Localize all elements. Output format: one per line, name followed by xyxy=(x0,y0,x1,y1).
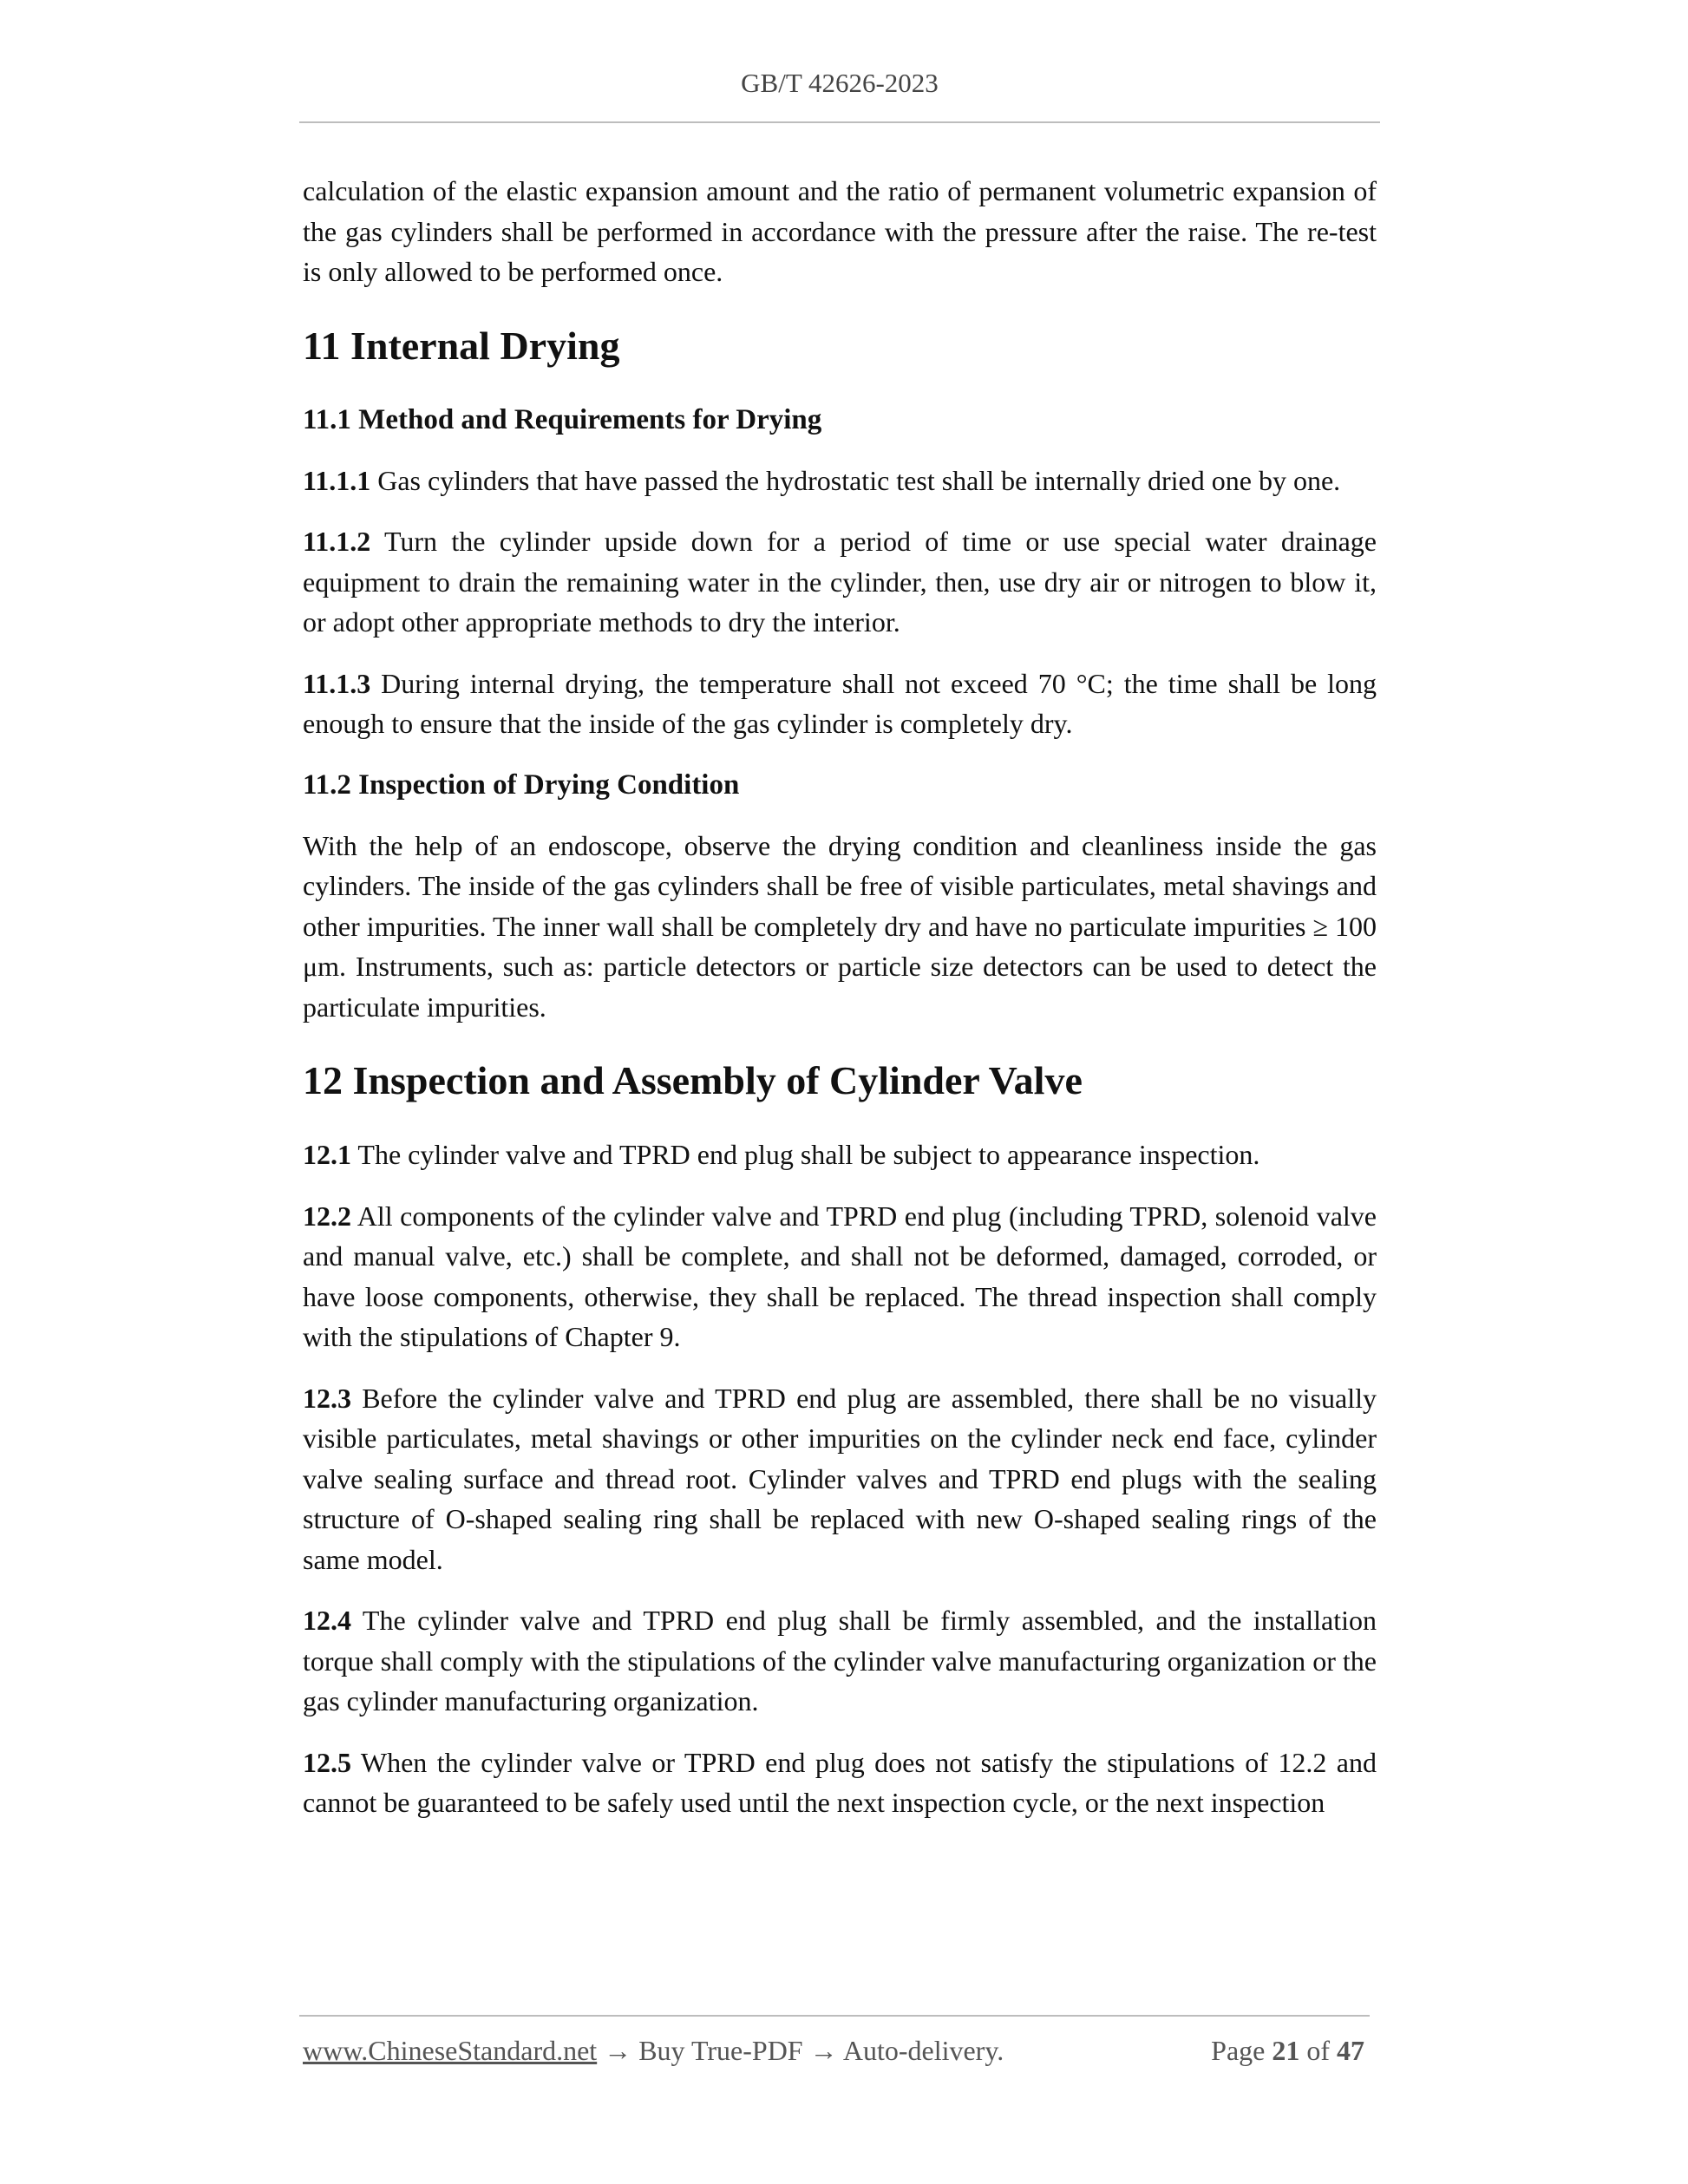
clause-text: When the cylinder valve or TPRD end plug does not satisfy the stipulations of 12.2 and cannot be guaranteed to be safely used until the next inspection cycle, or the next inspection xyxy=(303,1746,1377,1818)
clause-number: 11.1.2 xyxy=(303,526,371,557)
clause-number: 12.4 xyxy=(303,1605,351,1636)
footer-promo xyxy=(303,2033,1004,2068)
clause-12-3 xyxy=(303,1378,1377,1580)
clause-text: All components of the cylinder valve and TPRD end plug (including TPRD, solenoid valve and manual valve, etc.) shall be complete, and shall not be deformed, damaged, corroded, or have loose components, otherwise, they shall be replaced. The thread inspection shall comply with the stipulations of Chapter 9. xyxy=(303,1200,1377,1352)
subsection-11-1-title: 11.1 Method and Requirements for Drying xyxy=(303,403,822,435)
clause-number: 12.5 xyxy=(303,1746,351,1778)
page-counter xyxy=(1211,2033,1364,2068)
website-link[interactable]: www.ChineseStandard.net xyxy=(303,2035,598,2066)
header-divider xyxy=(299,121,1380,123)
page-number: 21 xyxy=(1272,2035,1300,2066)
clause-text: During internal drying, the temperature shall not exceed 70 °C; the time shall be long enough to ensure that the inside of the gas cylinder is completely dry. xyxy=(303,667,1377,739)
clause-number: 12.3 xyxy=(303,1382,351,1414)
clause-number: 11.1.1 xyxy=(303,464,371,496)
clause-text: Gas cylinders that have passed the hydrostatic test shall be internally dried one by one. xyxy=(370,464,1341,496)
section-12-title: 12 Inspection and Assembly of Cylinder Valve xyxy=(303,1058,1083,1102)
section-11-title: 11 Internal Drying xyxy=(303,323,620,368)
subsection-11-2-title: 11.2 Inspection of Drying Condition xyxy=(303,768,740,801)
clause-text: Before the cylinder valve and TPRD end plug are assembled, there shall be no visually visible particulates, metal shavings or other impurities on the cylinder neck end face, cylinder valve sealing surface and thread root. Cylinder valves and TPRD end plugs with the sealing structure of O-shaped sealing ring shall be replaced with new O-shaped sealing rings of the same model. xyxy=(303,1382,1377,1575)
clause-12-1 xyxy=(303,1135,1377,1175)
clause-number: 12.1 xyxy=(303,1139,351,1170)
clause-12-2 xyxy=(303,1196,1377,1357)
clause-text: Turn the cylinder upside down for a period of time or use special water drainage equipment to drain the remaining water in the cylinder, then, use dry air or nitrogen to blow it, or adopt other appropriate methods to dry the interior. xyxy=(303,526,1377,638)
paragraph-11-2: With the help of an endoscope, observe the drying condition and cleanliness inside the gas cylinders. The inside of the gas cylinders shall be free of visible particulates, metal shavings and other impurities. The inner wall shall be completely dry and have no particulate impurities ≥ 100 μm. Instruments, such as: particle detectors or particle size detectors can be used to detect the particulate impurities. xyxy=(303,829,1377,1023)
clause-number: 12.2 xyxy=(303,1200,351,1232)
clause-11-1-1 xyxy=(303,461,1377,501)
page-label: Page xyxy=(1211,2035,1273,2066)
footer-divider xyxy=(299,2015,1370,2017)
document-body xyxy=(303,171,1377,1823)
clause-text: The cylinder valve and TPRD end plug shall be firmly assembled, and the installation torque shall comply with the stipulations of the cylinder valve manufacturing organization or the gas cylinder manufacturing organization. xyxy=(303,1605,1377,1716)
clause-number: 11.1.3 xyxy=(303,667,371,699)
page-header-title: GB/T 42626-2023 xyxy=(741,68,939,98)
clause-text: The cylinder valve and TPRD end plug shall be subject to appearance inspection. xyxy=(351,1139,1260,1170)
footer-buy-text: → Buy True-PDF → Auto-delivery. xyxy=(597,2035,1004,2066)
clause-12-4 xyxy=(303,1600,1377,1722)
clause-11-1-2 xyxy=(303,521,1377,643)
clause-11-1-3 xyxy=(303,664,1377,744)
paragraph-intro: calculation of the elastic expansion amount and the ratio of permanent volumetric expansion of the gas cylinders shall be performed in accordance with the pressure after the raise. The re-test is only allowed to be performed once. xyxy=(303,175,1377,287)
clause-12-5 xyxy=(303,1743,1377,1823)
page-total: 47 xyxy=(1337,2035,1364,2066)
of-label: of xyxy=(1299,2035,1337,2066)
